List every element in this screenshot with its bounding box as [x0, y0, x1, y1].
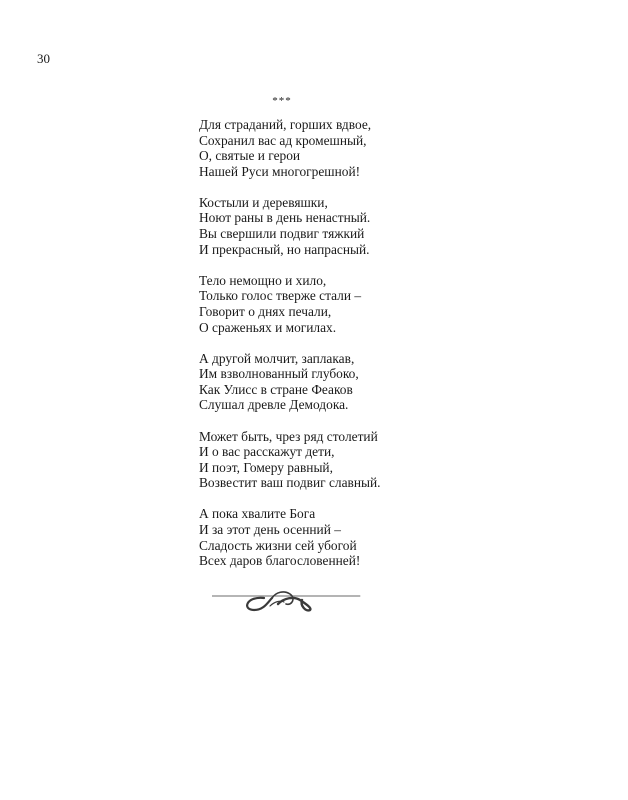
poem-line: И о вас расскажут дети, [199, 444, 335, 460]
poem [199, 117, 499, 584]
poem-line: Говорит о днях печали, [199, 303, 332, 319]
poem-line: Для страданий, горших вдвое, [199, 117, 372, 132]
poem-line: Слушал древле Демодока. [199, 397, 349, 413]
page-number: 30 [37, 51, 50, 66]
poem-line: Только голос тверже стали – [199, 288, 362, 304]
poem-line: Нашей Руси многогрешной! [199, 163, 361, 179]
poem-line: О, святые и герои [199, 148, 301, 164]
poem-line: Ноют раны в день ненастный. [199, 210, 371, 226]
stanza [199, 429, 499, 491]
poem-line: И поэт, Гомеру равный, [199, 459, 333, 475]
stanza [199, 195, 499, 257]
poem-line: Сохранил вас ад кромешный, [199, 132, 367, 148]
poem-line: Может быть, чрез ряд столетий [199, 428, 378, 444]
stanza [199, 351, 499, 413]
poem-line: А пока хвалите Бога [199, 506, 316, 522]
poem-line: И за этот день осенний – [199, 521, 341, 537]
poem-line: Как Улисс в стране Феаков [199, 381, 353, 397]
section-asterism: *** [272, 95, 292, 107]
poem-line: А другой молчит, заплакав, [199, 350, 355, 366]
poem-line: Всех даров благословенней! [199, 553, 361, 569]
poem-line: Сладость жизни сей убогой [199, 537, 357, 553]
stanza [199, 273, 499, 335]
poem-line: О сраженьях и могилах. [199, 319, 337, 335]
poem-line: И прекрасный, но напрасный. [199, 241, 370, 257]
poem-line: Тело немощно и хило, [199, 272, 327, 288]
stanza [199, 117, 499, 179]
poem-line: Им взволнованный глубоко, [199, 366, 359, 382]
poem-line: Костыли и деревяшки, [199, 194, 328, 210]
poem-line: Возвестит ваш подвиг славный. [199, 475, 381, 491]
stanza [199, 506, 499, 568]
poem-line: Вы свершили подвиг тяжкий [199, 226, 365, 242]
flourish-divider-icon [212, 586, 362, 616]
